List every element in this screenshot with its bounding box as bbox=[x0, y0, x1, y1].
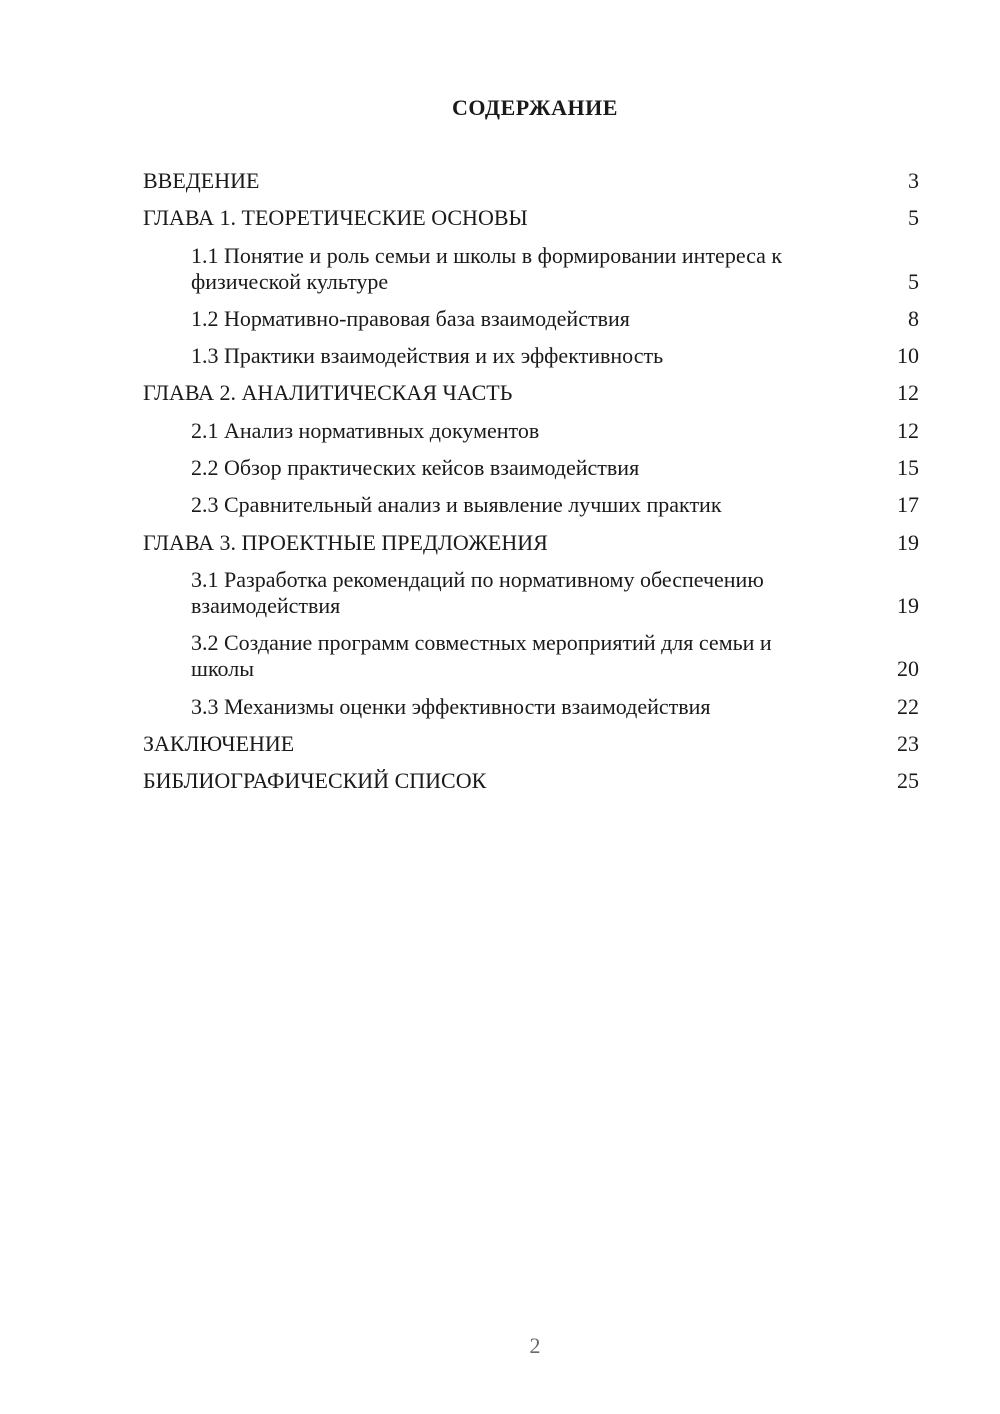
toc-entry-page: 23 bbox=[897, 730, 919, 756]
toc-entry-label: ВВЕДЕНИЕ bbox=[143, 168, 260, 193]
page-number: 2 bbox=[529, 1333, 541, 1358]
toc-entry-label: 3.3 Механизмы оценки эффективности взаимодействия bbox=[191, 693, 711, 719]
toc-entry-section-2-1[interactable] bbox=[143, 418, 919, 444]
toc-entry-label: 3.2 Создание программ совместных мероприятий для семьи и школы bbox=[191, 630, 772, 682]
toc-entry-section-1-2[interactable] bbox=[143, 306, 919, 332]
toc-entry-page: 19 bbox=[897, 592, 919, 618]
toc-entry-label: 2.3 Сравнительный анализ и выявление лучших практик bbox=[191, 492, 722, 518]
toc-entry-label: 2.2 Обзор практических кейсов взаимодействия bbox=[191, 455, 640, 481]
toc-entry-section-3-1[interactable] bbox=[143, 567, 919, 619]
toc-entry-page: 5 bbox=[908, 268, 919, 294]
toc-entry-page: 10 bbox=[897, 343, 919, 369]
toc-title: СОДЕРЖАНИЕ bbox=[452, 95, 618, 120]
toc-entry-page: 22 bbox=[897, 693, 919, 719]
toc-entry-section-3-2[interactable] bbox=[143, 630, 919, 682]
toc-entry-section-2-3[interactable] bbox=[143, 492, 919, 518]
toc-entry-page: 17 bbox=[897, 492, 919, 518]
toc-entry-page: 25 bbox=[897, 768, 919, 794]
toc-entry-section-1-1[interactable] bbox=[143, 243, 919, 295]
toc-entry-label: ГЛАВА 3. ПРОЕКТНЫЕ ПРЕДЛОЖЕНИЯ bbox=[143, 529, 548, 555]
toc-entry-label: ГЛАВА 2. АНАЛИТИЧЕСКАЯ ЧАСТЬ bbox=[143, 380, 513, 406]
toc-entry-label: 1.2 Нормативно-правовая база взаимодействия bbox=[191, 305, 630, 331]
toc-entry-bibliography[interactable] bbox=[143, 768, 919, 794]
toc-entry-label: 2.1 Анализ нормативных документов bbox=[191, 417, 540, 443]
toc-entry-label: 1.1 Понятие и роль семьи и школы в формировании интереса к физической культуре bbox=[191, 242, 783, 294]
toc-entry-conclusion[interactable] bbox=[143, 731, 919, 757]
toc-entry-chapter-3[interactable] bbox=[143, 530, 919, 556]
toc-entry-label: ГЛАВА 1. ТЕОРЕТИЧЕСКИЕ ОСНОВЫ bbox=[143, 205, 528, 231]
toc-entry-page: 5 bbox=[908, 205, 919, 231]
toc-entry-label: 1.3 Практики взаимодействия и их эффективность bbox=[191, 343, 664, 369]
toc-entry-label: ЗАКЛЮЧЕНИЕ bbox=[143, 730, 295, 756]
toc-entry-page: 19 bbox=[897, 529, 919, 555]
toc-entry-page: 8 bbox=[908, 305, 919, 331]
toc-entry-page: 12 bbox=[897, 380, 919, 406]
toc-entry-page: 3 bbox=[908, 168, 919, 193]
toc-entry-page: 12 bbox=[897, 417, 919, 443]
toc-entry-section-2-2[interactable] bbox=[143, 455, 919, 481]
table-of-contents bbox=[143, 168, 919, 805]
toc-entry-section-1-3[interactable] bbox=[143, 343, 919, 369]
toc-entry-chapter-1[interactable] bbox=[143, 205, 919, 231]
toc-entry-page: 20 bbox=[897, 656, 919, 682]
toc-entry-page: 15 bbox=[897, 455, 919, 481]
toc-entry-section-3-3[interactable] bbox=[143, 694, 919, 720]
toc-entry-chapter-2[interactable] bbox=[143, 380, 919, 406]
toc-entry-introduction[interactable] bbox=[143, 168, 919, 194]
toc-entry-label: 3.1 Разработка рекомендаций по нормативному обеспечению взаимодействия bbox=[191, 566, 764, 618]
toc-entry-label: БИБЛИОГРАФИЧЕСКИЙ СПИСОК bbox=[143, 768, 487, 794]
